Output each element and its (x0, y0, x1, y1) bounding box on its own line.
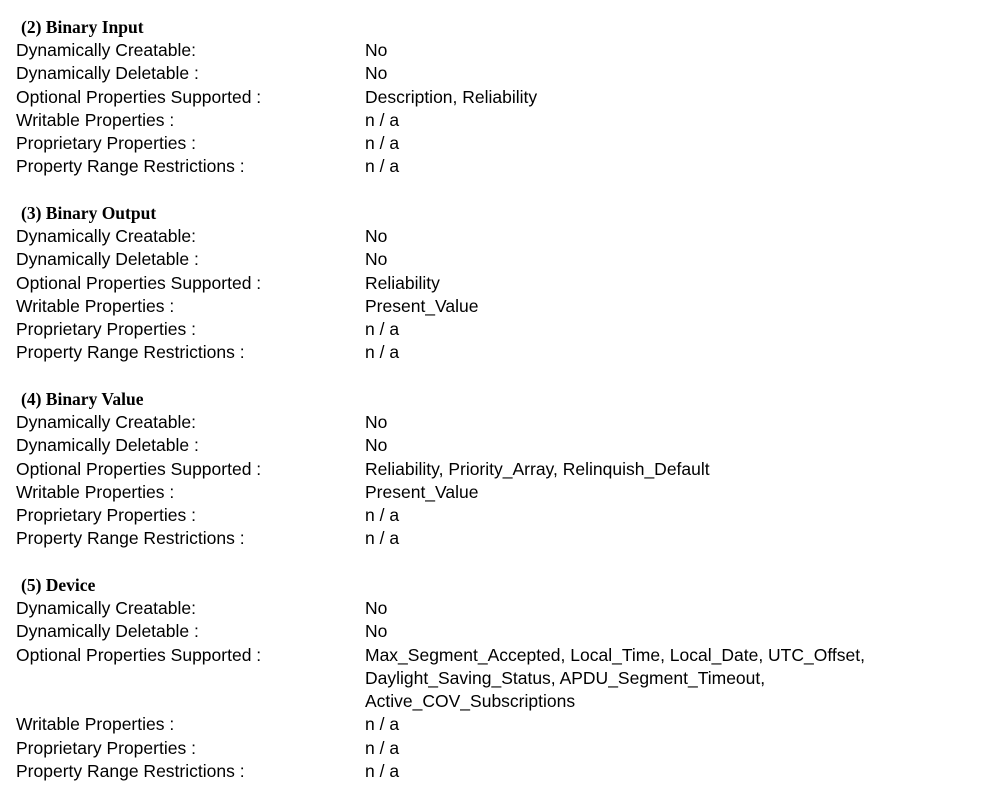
property-value: Reliability, Priority_Array, Relinquish_Default (365, 458, 710, 479)
property-value: Max_Segment_Accepted, Local_Time, Local_Date, UTC_Offset, Daylight_Saving_Status, APDU_Segment_Timeout, Active_COV_Subscriptions (365, 644, 865, 712)
property-row (0, 225, 991, 248)
property-row (0, 341, 991, 364)
property-value: n / a (365, 528, 400, 549)
property-label: Proprietary Properties : (16, 505, 196, 526)
property-value: Reliability (365, 272, 440, 293)
property-value: n / a (365, 714, 400, 735)
property-label: Property Range Restrictions : (16, 156, 245, 177)
property-label: Optional Properties Supported : (16, 86, 262, 107)
property-row (0, 458, 991, 481)
section-title: (5) Device (21, 575, 96, 595)
section-title: (3) Binary Output (21, 203, 157, 223)
property-label: Dynamically Deletable : (16, 435, 199, 456)
property-row (0, 62, 991, 85)
property-value: No (365, 621, 388, 642)
property-row (0, 760, 991, 783)
property-row (0, 86, 991, 109)
property-value: Present_Value (365, 481, 479, 502)
property-row (0, 481, 991, 504)
property-label: Proprietary Properties : (16, 737, 196, 758)
property-value: No (365, 412, 388, 432)
property-value: n / a (365, 505, 400, 526)
property-value: n / a (365, 761, 400, 782)
property-row (0, 713, 991, 736)
property-label: Writable Properties : (16, 481, 175, 502)
property-label: Dynamically Deletable : (16, 621, 199, 642)
property-label: Dynamically Creatable: (16, 40, 196, 60)
property-value: No (365, 598, 388, 618)
property-label: Optional Properties Supported : (16, 272, 262, 293)
property-row (0, 411, 991, 434)
property-label: Property Range Restrictions : (16, 342, 245, 363)
property-value: No (365, 249, 388, 270)
property-value: Present_Value (365, 295, 479, 316)
property-row (0, 248, 991, 271)
property-label: Proprietary Properties : (16, 133, 196, 154)
property-row (0, 295, 991, 318)
property-label: Dynamically Creatable: (16, 226, 196, 246)
property-row (0, 109, 991, 132)
property-row (0, 737, 991, 760)
property-value: n / a (365, 342, 400, 363)
section-title: (4) Binary Value (21, 389, 144, 409)
property-value: No (365, 63, 388, 84)
property-label: Optional Properties Supported : (16, 458, 262, 479)
property-label: Property Range Restrictions : (16, 761, 245, 782)
property-row (0, 597, 991, 620)
property-label: Dynamically Deletable : (16, 63, 199, 84)
property-label: Writable Properties : (16, 109, 175, 130)
property-label: Proprietary Properties : (16, 319, 196, 340)
property-value: n / a (365, 133, 400, 154)
property-value: n / a (365, 109, 400, 130)
property-label: Dynamically Creatable: (16, 598, 196, 618)
property-label: Dynamically Deletable : (16, 249, 199, 270)
property-value: n / a (365, 156, 400, 177)
property-label: Dynamically Creatable: (16, 412, 196, 432)
property-row (0, 504, 991, 527)
property-label: Property Range Restrictions : (16, 528, 245, 549)
property-row (0, 155, 991, 178)
property-value: No (365, 40, 388, 60)
property-row (0, 434, 991, 457)
property-value: No (365, 226, 388, 246)
property-value: No (365, 435, 388, 456)
property-value: Description, Reliability (365, 86, 538, 107)
property-row (0, 527, 991, 550)
property-row (0, 620, 991, 643)
property-row (0, 272, 991, 295)
property-row (0, 132, 991, 155)
property-row (0, 39, 991, 62)
property-row (0, 318, 991, 341)
section-title: (2) Binary Input (21, 17, 144, 37)
property-label: Writable Properties : (16, 714, 175, 735)
property-value: n / a (365, 319, 400, 340)
property-label: Optional Properties Supported : (16, 644, 262, 665)
property-row (0, 644, 991, 714)
property-label: Writable Properties : (16, 295, 175, 316)
property-value: n / a (365, 737, 400, 758)
